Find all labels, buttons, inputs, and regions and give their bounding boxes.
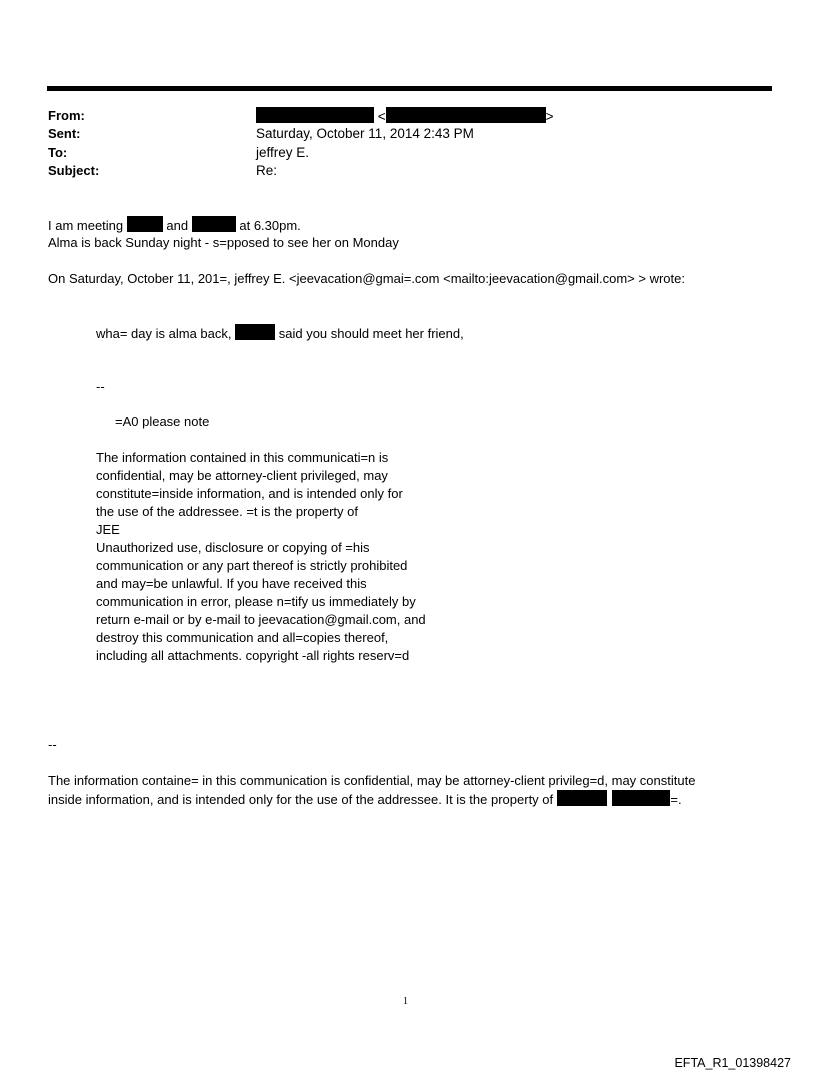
redaction-name-3 bbox=[235, 324, 275, 340]
quote-intro: On Saturday, October 11, 201=, jeffrey E. <jeevacation@gmai=.com <mailto:jeevacation@gmail.com> > wrote: bbox=[48, 271, 685, 286]
quoted-line-1-part-a: wha= day is alma back, bbox=[96, 326, 232, 341]
disclaimer-line: including all attachments. copyright -all rights reserv=d bbox=[96, 648, 410, 663]
page-number: 1 bbox=[403, 996, 408, 1007]
disclaimer-line: communication or any part thereof is strictly prohibited bbox=[96, 558, 408, 573]
final-disclaimer-end: =. bbox=[670, 792, 682, 807]
disclaimer-line: the use of the addressee. =t is the property of bbox=[96, 504, 358, 519]
from-value bbox=[256, 107, 554, 124]
redaction-owner-last bbox=[612, 790, 670, 806]
final-disclaimer-text: inside information, and is intended only for the use of the addressee. It is the property of bbox=[48, 792, 554, 807]
disclaimer-line: return e-mail or by e-mail to jeevacation@gmail.com, and bbox=[96, 612, 426, 627]
from-label: From: bbox=[48, 108, 85, 123]
redaction-name-1 bbox=[127, 216, 163, 232]
body-line-1-part-a: I am meeting bbox=[48, 218, 124, 233]
redaction-sender-name bbox=[256, 107, 374, 123]
quoted-separator: -- bbox=[96, 379, 105, 394]
disclaimer-line: JEE bbox=[96, 522, 120, 537]
final-disclaimer-line-2 bbox=[48, 790, 682, 809]
final-disclaimer-line-1: The information containe= in this communication is confidential, may be attorney-client privileg=d, may constitute bbox=[48, 773, 696, 788]
redaction-owner-first bbox=[557, 790, 607, 806]
header-rule bbox=[47, 86, 772, 91]
separator-2: -- bbox=[48, 737, 57, 752]
bates-number: EFTA_R1_01398427 bbox=[674, 1056, 791, 1070]
to-value: jeffrey E. bbox=[256, 145, 310, 160]
disclaimer-line: and may=be unlawful. If you have received this bbox=[96, 576, 367, 591]
body-line-1-part-c: at 6.30pm. bbox=[239, 218, 301, 233]
redaction-name-2 bbox=[192, 216, 236, 232]
body-line-1 bbox=[48, 216, 301, 235]
disclaimer-line: constitute=inside information, and is intended only for bbox=[96, 486, 403, 501]
sent-label: Sent: bbox=[48, 126, 81, 141]
subject-value: Re: bbox=[256, 163, 278, 178]
disclaimer-line: confidential, may be attorney-client privileged, may bbox=[96, 468, 388, 483]
disclaimer-line: Unauthorized use, disclosure or copying of =his bbox=[96, 540, 370, 555]
body-line-2: Alma is back Sunday night - s=pposed to see her on Monday bbox=[48, 235, 399, 250]
from-open-bracket: < bbox=[377, 109, 386, 124]
disclaimer-line: The information contained in this communicati=n is bbox=[96, 450, 389, 465]
quoted-line-1-part-b: said you should meet her friend, bbox=[278, 326, 464, 341]
quoted-note: =A0 please note bbox=[115, 414, 210, 429]
disclaimer-line: communication in error, please n=tify us immediately by bbox=[96, 594, 416, 609]
quoted-disclaimer bbox=[96, 449, 426, 665]
from-close-bracket: > bbox=[545, 109, 554, 124]
redaction-sender-email bbox=[386, 107, 546, 123]
body-line-1-part-b: and bbox=[166, 218, 189, 233]
sent-value: Saturday, October 11, 2014 2:43 PM bbox=[256, 126, 474, 141]
quoted-line-1 bbox=[96, 324, 464, 343]
subject-label: Subject: bbox=[48, 163, 100, 178]
to-label: To: bbox=[48, 145, 68, 160]
disclaimer-line: destroy this communication and all=copies thereof, bbox=[96, 630, 389, 645]
